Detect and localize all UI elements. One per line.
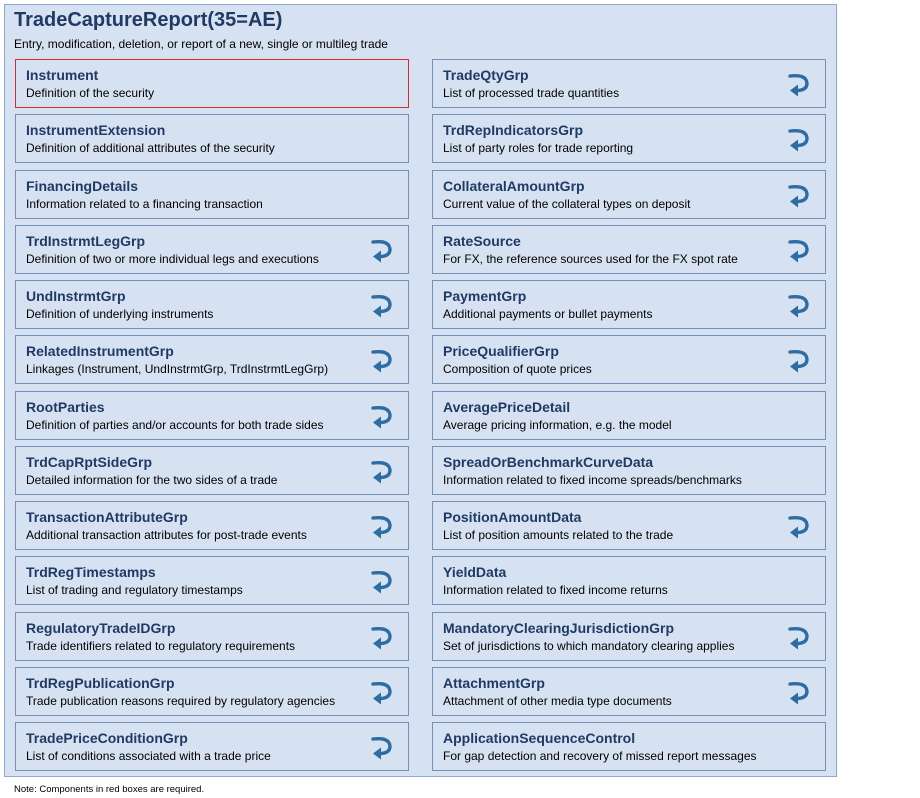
component-instrument — [15, 59, 409, 108]
component-name: RegulatoryTradeIDGrp — [26, 620, 176, 636]
repeating-group-icon — [370, 625, 396, 651]
component-description: List of party roles for trade reporting — [443, 141, 634, 155]
component-description: List of conditions associated with a trade price — [26, 749, 271, 763]
component-description: For FX, the reference sources used for the FX spot rate — [443, 252, 738, 266]
component-spread-or-benchmark-curve-data — [432, 446, 826, 495]
repeating-group-icon — [787, 680, 813, 706]
component-description: Information related to fixed income returns — [443, 583, 668, 597]
component-name: UndInstrmtGrp — [26, 288, 126, 304]
repeating-group-icon — [787, 72, 813, 98]
component-trade-qty-grp — [432, 59, 826, 108]
component-financing-details — [15, 170, 409, 219]
component-description: Average pricing information, e.g. the model — [443, 418, 672, 432]
component-name: RateSource — [443, 233, 521, 249]
component-name: TrdRegTimestamps — [26, 564, 156, 580]
component-price-qualifier-grp — [432, 335, 826, 384]
component-description: For gap detection and recovery of missed report messages — [443, 749, 757, 763]
component-rate-source — [432, 225, 826, 274]
component-name: MandatoryClearingJurisdictionGrp — [443, 620, 675, 636]
component-name: InstrumentExtension — [26, 122, 166, 138]
component-name: TrdInstrmtLegGrp — [26, 233, 146, 249]
component-position-amount-data — [432, 501, 826, 550]
component-name: AveragePriceDetail — [443, 399, 571, 415]
component-collateral-amount-grp — [432, 170, 826, 219]
component-description: Composition of quote prices — [443, 362, 592, 376]
component-description: List of position amounts related to the trade — [443, 528, 674, 542]
component-description: List of processed trade quantities — [443, 86, 620, 100]
component-related-instrument-grp — [15, 335, 409, 384]
component-trade-price-condition-grp — [15, 722, 409, 771]
component-instrument-extension — [15, 114, 409, 163]
component-description: Current value of the collateral types on deposit — [443, 197, 691, 211]
component-description: Definition of underlying instruments — [26, 307, 214, 321]
component-trd-reg-timestamps — [15, 556, 409, 605]
component-mandatory-clearing-jurisdiction-grp — [432, 612, 826, 661]
component-root-parties — [15, 391, 409, 440]
component-description: Trade publication reasons required by regulatory agencies — [26, 694, 336, 708]
repeating-group-icon — [370, 459, 396, 485]
repeating-group-icon — [787, 293, 813, 319]
repeating-group-icon — [370, 238, 396, 264]
component-name: YieldData — [443, 564, 507, 580]
component-name: TradeQtyGrp — [443, 67, 529, 83]
component-description: Information related to fixed income spreads/benchmarks — [443, 473, 742, 487]
component-description: Definition of additional attributes of the security — [26, 141, 275, 155]
component-name: TransactionAttributeGrp — [26, 509, 188, 525]
component-name: Instrument — [26, 67, 99, 83]
component-description: Definition of parties and/or accounts for both trade sides — [26, 418, 324, 432]
repeating-group-icon — [787, 127, 813, 153]
component-description: Set of jurisdictions to which mandatory clearing applies — [443, 639, 735, 653]
component-description: Detailed information for the two sides of a trade — [26, 473, 278, 487]
footnote: Note: Components in red boxes are required. — [14, 784, 205, 795]
repeating-group-icon — [370, 735, 396, 761]
component-description: Trade identifiers related to regulatory requirements — [26, 639, 296, 653]
component-name: SpreadOrBenchmarkCurveData — [443, 454, 654, 470]
component-description: List of trading and regulatory timestamps — [26, 583, 243, 597]
component-name: ApplicationSequenceControl — [443, 730, 636, 746]
repeating-group-icon — [787, 238, 813, 264]
component-trd-cap-rpt-side-grp — [15, 446, 409, 495]
component-name: TrdRepIndicatorsGrp — [443, 122, 584, 138]
component-und-instrmt-grp — [15, 280, 409, 329]
component-trd-rep-indicators-grp — [432, 114, 826, 163]
component-name: TrdRegPublicationGrp — [26, 675, 175, 691]
repeating-group-icon — [370, 569, 396, 595]
component-name: RelatedInstrumentGrp — [26, 343, 174, 359]
component-payment-grp — [432, 280, 826, 329]
component-name: CollateralAmountGrp — [443, 178, 585, 194]
component-name: PaymentGrp — [443, 288, 527, 304]
repeating-group-icon — [370, 514, 396, 540]
component-name: PriceQualifierGrp — [443, 343, 559, 359]
component-description: Information related to a financing transaction — [26, 197, 263, 211]
component-average-price-detail — [432, 391, 826, 440]
component-name: TradePriceConditionGrp — [26, 730, 188, 746]
component-trd-reg-publication-grp — [15, 667, 409, 716]
page-title: TradeCaptureReport(35=AE) — [14, 9, 283, 31]
repeating-group-icon — [370, 404, 396, 430]
repeating-group-icon — [370, 680, 396, 706]
component-description: Definition of the security — [26, 86, 155, 100]
component-description: Attachment of other media type documents — [443, 694, 672, 708]
component-name: AttachmentGrp — [443, 675, 545, 691]
component-regulatory-trade-id-grp — [15, 612, 409, 661]
component-yield-data — [432, 556, 826, 605]
component-trd-instrmt-leg-grp — [15, 225, 409, 274]
component-name: PositionAmountData — [443, 509, 582, 525]
component-application-sequence-control — [432, 722, 826, 771]
component-transaction-attribute-grp — [15, 501, 409, 550]
page-subtitle: Entry, modification, deletion, or report of a new, single or multileg trade — [14, 37, 388, 51]
component-description: Linkages (Instrument, UndInstrmtGrp, TrdInstrmtLegGrp) — [26, 362, 329, 376]
component-name: RootParties — [26, 399, 105, 415]
repeating-group-icon — [370, 348, 396, 374]
repeating-group-icon — [787, 348, 813, 374]
component-name: TrdCapRptSideGrp — [26, 454, 153, 470]
component-description: Additional payments or bullet payments — [443, 307, 653, 321]
component-description: Additional transaction attributes for post-trade events — [26, 528, 307, 542]
repeating-group-icon — [370, 293, 396, 319]
component-attachment-grp — [432, 667, 826, 716]
repeating-group-icon — [787, 514, 813, 540]
repeating-group-icon — [787, 625, 813, 651]
repeating-group-icon — [787, 183, 813, 209]
component-description: Definition of two or more individual legs and executions — [26, 252, 319, 266]
component-name: FinancingDetails — [26, 178, 139, 194]
